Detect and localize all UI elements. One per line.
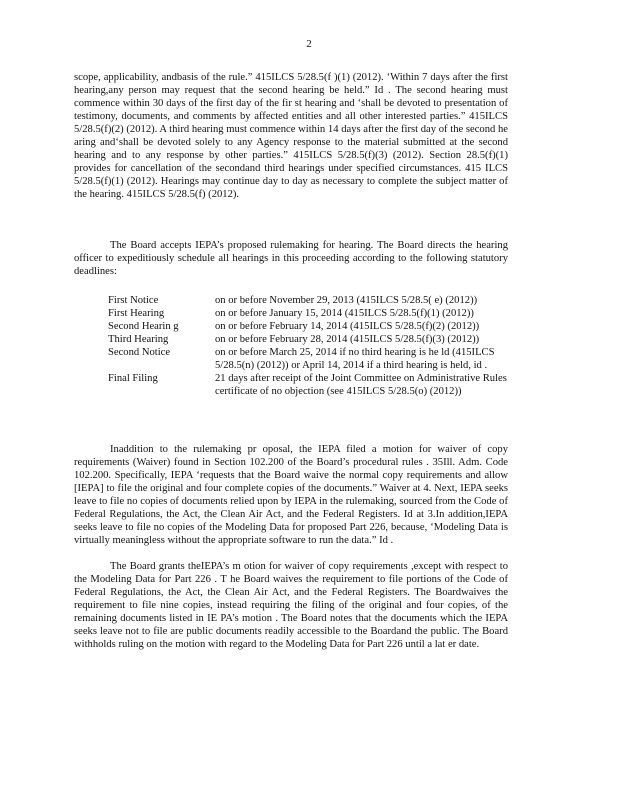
schedule-label: Third Hearing	[108, 334, 169, 345]
schedule-row	[108, 307, 518, 320]
schedule-label: Second Hearin g	[108, 321, 179, 332]
schedule-label: Final Filing	[108, 373, 158, 384]
schedule-deadline: on or before January 15, 2014 (415ILCS 5/28.5(f)(1) (2012))	[215, 308, 474, 319]
schedule-deadline: on or before February 14, 2014 (415ILCS 5/28.5(f)(2) (2012))	[215, 321, 480, 332]
schedule-label: Second Notice	[108, 347, 171, 358]
schedule-row	[108, 320, 518, 333]
schedule-row	[108, 333, 518, 346]
schedule-deadline: on or before February 28, 2014 (415ILCS 5/28.5(f)(3) (2012))	[215, 334, 480, 345]
schedule-label: First Hearing	[108, 308, 165, 319]
schedule-label: First Notice	[108, 295, 159, 306]
schedule-row	[108, 346, 518, 372]
paragraph-board-grants: The Board grants theIEPA’s m otion for waiver of copy requirements ,except with respect to the Modeling Data for Part 226 . T he Board waives the requirement to file portions of the Code of Federal Regulations, the Act, the Clean Air Act, and the Federal Registers. The Boardwaives the requirement to file nine copies, instead requiring the filing of the original and four copies, of the remaining documents listed in IE PA’s motion . The Board notes that the documents which the IEPA seeks leave not to file are public documents readily accessible to the Boardand the public. The Board withholds ruling on the motion with regard to the Modeling Data for Part 226 until a lat er date.	[74, 561, 508, 650]
paragraph-hearing-rules: scope, applicability, andbasis of the rule.” 415ILCS 5/28.5(f )(1) (2012). ‘Within 7 days after the first hearing,any person may request that the second hearing be held.” Id . The second hearing must commence within 30 days of the first day of the fir st hearing and ‘shall be devoted to presentation of testimony, documents, and comments by affected entities and all other interested parties.” 415ILCS 5/28.5(f)(2) (2012). A third hearing must commence within 14 days after the first day of the second he aring and‘shall be devoted solely to any Agency response to the material submitted at the second hearing and to any response by other parties.” 415ILCS 5/28.5(f)(3) (2012). Section 28.5(f)(1) provides for cancellation of the secondand third hearings under specified circumstances. 415 ILCS 5/28.5(f)(1) (2012). Hearings may continue day to day as necessary to complete the subject matter of the hearing. 415ILCS 5/28.5(f) (2012).	[74, 72, 508, 200]
deadline-schedule	[108, 294, 518, 398]
schedule-deadline: 21 days after receipt of the Joint Committee on Administrative Rules certificate of no objection (see 415ILCS 5/28.5(o) (2012))	[215, 373, 507, 397]
schedule-deadline: on or before March 25, 2014 if no third hearing is he ld (415ILCS 5/28.5(n) (2012)) or April 14, 2014 if a third hearing is held, id .	[215, 347, 495, 371]
paragraph-waiver-motion: Inaddition to the rulemaking pr oposal, the IEPA filed a motion for waiver of copy requirements (Waiver) found in Section 102.200 of the Board’s procedural rules . 35Ill. Adm. Code 102.200. Specifically, IEPA ‘requests that the Board waive the normal copy requirements and allow [IEPA] to file the original and four complete copies of the documents.” Waiver at 4. Next, IEPA seeks leave to file no copies of documents relied upon by IEPA in the rulemaking, sourced from the Code of Federal Regulations, the Act, the Clean Air Act, and the Federal Registers. Id at 3.In addition,IEPA seeks leave to file no copies of the Modeling Data for proposed Part 226, because, ‘Modeling Data is virtually meaningless without the appropriate software to run the data.” Id .	[74, 444, 508, 546]
schedule-row	[108, 372, 518, 398]
schedule-deadline: on or before November 29, 2013 (415ILCS 5/28.5( e) (2012))	[215, 295, 478, 306]
paragraph-board-accepts: The Board accepts IEPA’s proposed rulemaking for hearing. The Board directs the hearing officer to expeditiously schedule all hearings in this proceeding according to the following statutory deadlines:	[74, 240, 508, 277]
page-number: 2	[306, 38, 312, 50]
schedule-row	[108, 294, 518, 307]
